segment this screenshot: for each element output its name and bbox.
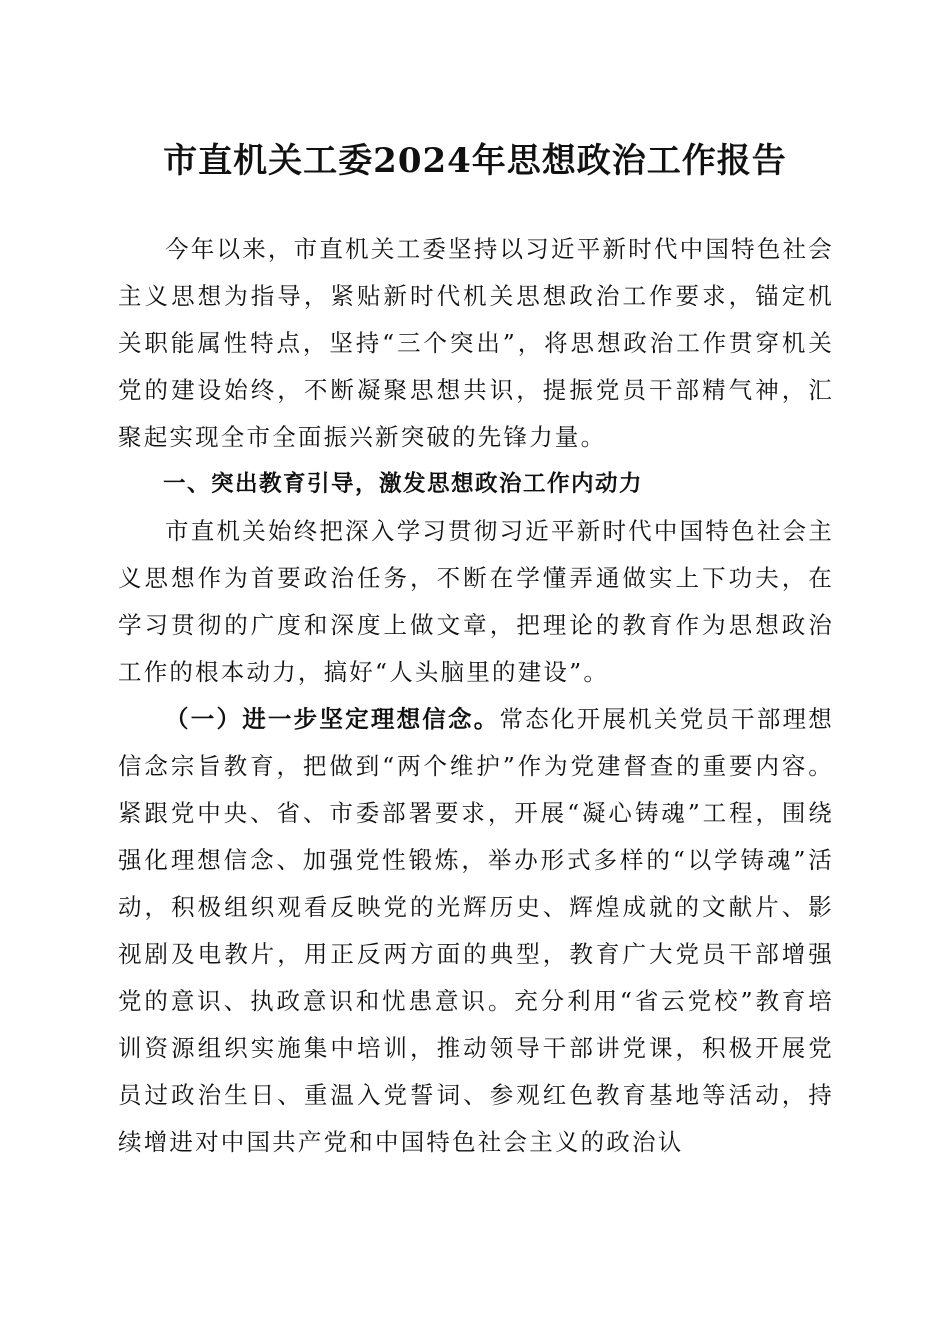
subsection-body: 常态化开展机关党员干部理想信念宗旨教育，把做到“两个维护”作为党建督查的重要内容。紧跟党中央、省、市委部署要求，开展“凝心铸魂”工程，围绕强化理想信念、加强党性锻炼，举办形式多样的“以学铸魂”活动，积极组织观看反映党的光辉历史、辉煌成就的文献片、影视剧及电教片，用正反两方面的典型，教育广大党员干部增强党的意识、执政意识和忧患意识。充分利用“省云党校”教育培训资源组织实施集中培训，推动领导干部讲党课，积极开展党员过政治生日、重温入党誓词、参观红色教育基地等活动，持续增进对中国共产党和中国特色社会主义的政治认 <box>118 705 834 1156</box>
section-paragraph: 市直机关始终把深入学习贯彻习近平新时代中国特色社会主义思想作为首要政治任务，不断在学懂弄通做实上下功夫，在学习贯彻的广度和深度上做文章，把理论的教育作为思想政治工作的根本动力，搞好“人头脑里的建设”。 <box>118 517 834 686</box>
section-heading: 一、突出教育引导，激发思想政治工作内动力 <box>163 471 644 497</box>
document-body <box>118 226 834 1166</box>
subsection-paragraph <box>118 696 834 1166</box>
subsection-lead: （一）进一步坚定理想信念。 <box>165 705 500 733</box>
intro-paragraph: 今年以来，市直机关工委坚持以习近平新时代中国特色社会主义思想为指导，紧贴新时代机关思想政治工作要求，锚定机关职能属性特点，坚持“三个突出”，将思想政治工作贯穿机关党的建设始终，不断凝聚思想共识，提振党员干部精气神，汇聚起实现全市全面振兴新突破的先锋力量。 <box>118 235 834 451</box>
document-title: 市直机关工委2024年思想政治工作报告 <box>163 141 787 181</box>
